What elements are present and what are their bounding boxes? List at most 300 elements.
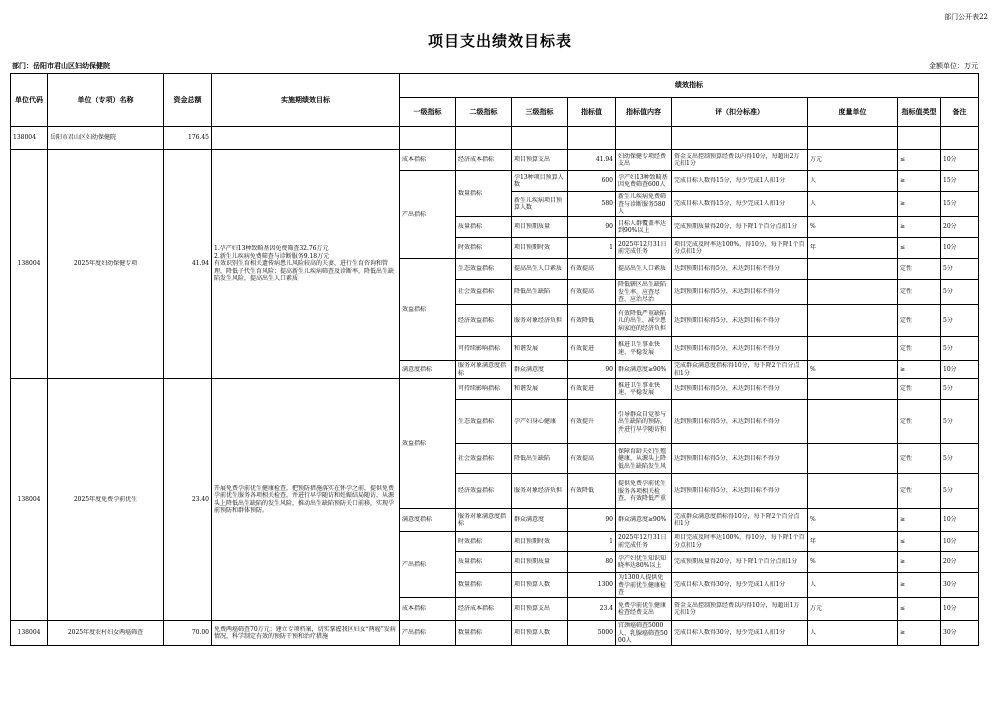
empty-cell xyxy=(898,127,941,150)
indicator-content xyxy=(616,474,672,509)
indicator-content-text: 提高出生人口素质 xyxy=(618,265,667,273)
value-type-text: ≥ xyxy=(900,177,906,185)
page-title: 项目支出绩效目标表 xyxy=(427,32,572,50)
level2-indicator xyxy=(456,259,512,280)
value-type xyxy=(898,238,941,259)
level3-indicator-text: 和谐发展 xyxy=(514,385,539,393)
value-type-text: ≤ xyxy=(900,537,906,545)
level2-indicator xyxy=(456,238,512,259)
remark xyxy=(941,509,979,532)
level2-indicator-text: 服务对象满意度指标 xyxy=(458,362,507,377)
project-amount xyxy=(164,150,212,379)
measure-unit xyxy=(808,150,898,171)
measure-unit-text: 人 xyxy=(810,581,817,589)
level2-indicator xyxy=(456,444,512,474)
level3-indicator-text: 项目预期时效 xyxy=(514,244,551,252)
remark xyxy=(941,280,979,305)
project-goal xyxy=(212,379,400,621)
level3-indicator-text: 服务对象经济负担 xyxy=(514,487,563,495)
remark xyxy=(941,598,979,621)
value-type-text: 定性 xyxy=(900,344,913,352)
empty-cell xyxy=(672,127,808,150)
col-goal: 实施期绩效目标 xyxy=(212,74,400,127)
indicator-content xyxy=(616,337,672,361)
remark-text: 10分 xyxy=(943,537,957,545)
indicator-value-text: 580 xyxy=(601,200,613,208)
indicator-value-text: 1 xyxy=(609,537,613,545)
indicator-value xyxy=(568,217,616,238)
col-unit-name: 单位（专项）名称 xyxy=(48,74,164,127)
value-type xyxy=(898,150,941,171)
level2-indicator-text: 生态效益指标 xyxy=(458,417,495,425)
indicator-content xyxy=(616,552,672,573)
scoring-standard xyxy=(672,238,808,259)
indicator-content xyxy=(616,573,672,598)
value-type xyxy=(898,171,941,192)
scoring-standard-text: 完成目标人数得30分，每少完成1人扣1分 xyxy=(674,581,786,589)
level1-indicator xyxy=(400,259,456,361)
level3-indicator xyxy=(512,532,568,552)
indicator-value-text: 有效提高 xyxy=(570,265,595,273)
value-type-text: 定性 xyxy=(900,316,913,324)
indicator-value-text: 有效促进 xyxy=(570,344,595,352)
level3-indicator-text: 项目预算支出 xyxy=(514,156,551,164)
project-code-text: 138004 xyxy=(17,495,41,503)
measure-unit xyxy=(808,192,898,217)
measure-unit xyxy=(808,361,898,379)
level2-indicator-text: 社会效益指标 xyxy=(458,288,495,296)
level3-indicator xyxy=(512,337,568,361)
level2-indicator-text: 质量指标 xyxy=(458,223,483,231)
level2-indicator-text: 可持续影响指标 xyxy=(458,344,501,352)
measure-unit-text: 年 xyxy=(810,537,817,545)
indicator-value xyxy=(568,238,616,259)
level3-indicator-text: 孕产妇身心健康 xyxy=(514,417,557,425)
level3-indicator xyxy=(512,474,568,509)
indicator-value-text: 1300 xyxy=(597,581,613,589)
indicator-content-text: 推进卫生事业快速、平稳发展 xyxy=(618,341,661,356)
level2-indicator-text: 经济效益指标 xyxy=(458,487,495,495)
measure-unit xyxy=(808,532,898,552)
indicator-content xyxy=(616,259,672,280)
level1-indicator-text: 成本指标 xyxy=(402,605,427,613)
level3-indicator-text: 项目预算人数 xyxy=(514,629,551,637)
value-type-text: 定性 xyxy=(900,417,913,425)
col-unit-code: 单位代码 xyxy=(11,74,48,127)
level3-indicator xyxy=(512,621,568,646)
value-type xyxy=(898,305,941,337)
indicator-value-text: 有效提高 xyxy=(570,454,595,462)
level2-indicator xyxy=(456,532,512,552)
value-type xyxy=(898,400,941,444)
indicator-value xyxy=(568,474,616,509)
indicator-value xyxy=(568,280,616,305)
measure-unit-text: % xyxy=(810,223,816,231)
indicator-content xyxy=(616,305,672,337)
level1-indicator xyxy=(400,621,456,646)
scoring-standard-text: 完成预期质量得20分，每下降1个百分点扣1分 xyxy=(674,223,798,231)
indicator-value-text: 有效提高 xyxy=(570,288,595,296)
value-type-text: 定性 xyxy=(900,385,913,393)
scoring-standard-text: 达到预期目标得5分，未达到目标不得分 xyxy=(674,344,780,352)
level1-indicator-text: 满意度指标 xyxy=(402,365,433,373)
level1-indicator xyxy=(400,509,456,532)
indicator-value xyxy=(568,305,616,337)
level2-indicator-text: 服务对象满意度指标 xyxy=(458,512,507,527)
remark xyxy=(941,238,979,259)
value-type xyxy=(898,474,941,509)
level3-indicator xyxy=(512,171,568,192)
level1-indicator-text: 产出指标 xyxy=(402,560,427,568)
level3-indicator xyxy=(512,238,568,259)
measure-unit-text: 人 xyxy=(810,629,817,637)
scoring-standard xyxy=(672,280,808,305)
project-code-text: 138004 xyxy=(17,629,41,637)
value-type xyxy=(898,573,941,598)
level2-indicator xyxy=(456,337,512,361)
project-amount xyxy=(164,621,212,646)
remark-text: 10分 xyxy=(943,365,957,373)
scoring-standard-text: 完成群众满意度指标得10分，每下降2个百分点扣1分 xyxy=(674,512,800,527)
level2-indicator-text: 经济效益指标 xyxy=(458,316,495,324)
indicator-value xyxy=(568,259,616,280)
indicator-content xyxy=(616,217,672,238)
level2-indicator-text: 社会效益指标 xyxy=(458,454,495,462)
empty-cell xyxy=(808,127,898,150)
indicator-value-text: 5000 xyxy=(597,629,613,637)
remark-text: 5分 xyxy=(943,487,953,495)
summary-row xyxy=(11,127,979,150)
remark-text: 5分 xyxy=(943,417,953,425)
indicator-content xyxy=(616,532,672,552)
level2-indicator-text: 质量指标 xyxy=(458,558,483,566)
level3-indicator xyxy=(512,552,568,573)
indicator-value xyxy=(568,621,616,646)
project-name xyxy=(48,621,164,646)
level2-indicator-text: 数量指标 xyxy=(458,629,483,637)
indicator-content xyxy=(616,444,672,474)
col-value: 指标值 xyxy=(568,98,616,127)
measure-unit xyxy=(808,259,898,280)
indicator-value xyxy=(568,598,616,621)
scoring-standard-text: 达到预期目标得5分，未达到目标不得分 xyxy=(674,454,780,462)
form-number: 部门公开表22 xyxy=(944,13,988,21)
indicator-value-text: 90 xyxy=(605,223,613,231)
measure-unit xyxy=(808,217,898,238)
value-type xyxy=(898,379,941,400)
indicator-content-text: 目标人群覆盖率达到90%以上 xyxy=(618,219,667,234)
scoring-standard xyxy=(672,573,808,598)
indicator-value xyxy=(568,337,616,361)
indicator-content-text: 有效降低严重缺陷儿的出生，减少患病家庭的经济负担 xyxy=(618,309,667,332)
scoring-standard xyxy=(672,400,808,444)
value-type-text: ≤ xyxy=(900,605,906,613)
level1-indicator xyxy=(400,150,456,171)
value-type xyxy=(898,598,941,621)
level3-indicator-text: 群众满意度 xyxy=(514,516,545,524)
indicator-value-text: 80 xyxy=(605,558,613,566)
indicator-content-text: 推进卫生事业快速、平稳发展 xyxy=(618,381,661,396)
col-level2: 二级指标 xyxy=(456,98,512,127)
indicator-value-text: 600 xyxy=(601,177,613,185)
remark xyxy=(941,305,979,337)
remark-text: 20分 xyxy=(943,558,957,566)
indicator-row xyxy=(11,379,979,400)
level1-indicator-text: 效益指标 xyxy=(402,439,427,447)
value-type xyxy=(898,217,941,238)
indicator-value-text: 23.4 xyxy=(599,605,613,613)
indicator-content-text: 引导群众自觉参与出生缺陷的预防，并进行早孕随访和 xyxy=(618,410,667,433)
project-code xyxy=(11,379,48,621)
empty-cell xyxy=(456,127,512,150)
scoring-standard xyxy=(672,379,808,400)
value-type-text: ≥ xyxy=(900,223,906,231)
value-type xyxy=(898,192,941,217)
indicator-content xyxy=(616,192,672,217)
project-amount-text: 41.94 xyxy=(191,260,209,268)
indicator-content xyxy=(616,598,672,621)
measure-unit xyxy=(808,171,898,192)
empty-cell xyxy=(616,127,672,150)
level3-indicator-text: 新生儿疾病项目预算人数 xyxy=(514,196,563,211)
indicator-value xyxy=(568,509,616,532)
level3-indicator xyxy=(512,305,568,337)
indicator-content-text: 降低辖区出生缺陷发生率，应查尽查、应治尽治 xyxy=(618,281,667,303)
measure-unit-text: 年 xyxy=(810,244,817,252)
remark-text: 30分 xyxy=(943,629,957,637)
remark-text: 5分 xyxy=(943,385,953,393)
empty-cell xyxy=(212,127,400,150)
level3-indicator xyxy=(512,217,568,238)
value-type-text: 定性 xyxy=(900,265,913,273)
remark-text: 30分 xyxy=(943,581,957,589)
indicator-value-text: 90 xyxy=(605,365,613,373)
indicator-content xyxy=(616,379,672,400)
level2-indicator xyxy=(456,621,512,646)
indicator-content-text: 免费孕前优生健康检查经费支出 xyxy=(618,601,667,616)
indicator-row xyxy=(11,621,979,646)
remark xyxy=(941,400,979,444)
indicator-content xyxy=(616,509,672,532)
level2-indicator xyxy=(456,379,512,400)
remark xyxy=(941,474,979,509)
remark xyxy=(941,259,979,280)
project-name-text: 2025年度妇幼保健专项 xyxy=(73,260,138,268)
level3-indicator xyxy=(512,361,568,379)
level2-indicator-text: 经济成本指标 xyxy=(458,605,495,613)
measure-unit xyxy=(808,552,898,573)
scoring-standard-text: 项目完成及时率达100%，得10分，每下降1个百分点扣1分 xyxy=(674,240,805,255)
level2-indicator xyxy=(456,280,512,305)
level2-indicator xyxy=(456,361,512,379)
level3-indicator-text: 和谐发展 xyxy=(514,344,539,352)
indicator-content-text: 妇幼保健专项经费支出 xyxy=(618,152,667,167)
project-name xyxy=(48,379,164,621)
measure-unit xyxy=(808,238,898,259)
empty-cell xyxy=(568,127,616,150)
value-type xyxy=(898,532,941,552)
project-goal xyxy=(212,621,400,646)
project-amount-text: 70.00 xyxy=(191,629,209,637)
col-remark: 备注 xyxy=(941,98,979,127)
scoring-standard xyxy=(672,305,808,337)
measure-unit xyxy=(808,598,898,621)
measure-unit xyxy=(808,444,898,474)
remark xyxy=(941,217,979,238)
level3-indicator xyxy=(512,192,568,217)
value-type-text: ≥ xyxy=(900,581,906,589)
level2-indicator-text: 可持续影响指标 xyxy=(458,385,501,393)
scoring-standard xyxy=(672,337,808,361)
indicator-content-text: 群众满意度≥90% xyxy=(618,516,667,524)
scoring-standard xyxy=(672,171,808,192)
value-type-text: 定性 xyxy=(900,288,913,296)
project-code-text: 138004 xyxy=(17,260,41,268)
indicator-value-text: 41.94 xyxy=(595,156,613,164)
scoring-standard xyxy=(672,474,808,509)
empty-cell xyxy=(512,127,568,150)
col-indicator-group: 绩效指标 xyxy=(400,74,979,98)
indicator-content-text: 群众满意度≥90% xyxy=(618,365,667,373)
scoring-standard-text: 项目完成及时率达100%，得10分，每下降1个百分点扣1分 xyxy=(674,534,805,549)
level3-indicator-text: 项目预期质量 xyxy=(514,223,551,231)
scoring-standard xyxy=(672,621,808,646)
scoring-standard xyxy=(672,192,808,217)
indicator-value xyxy=(568,192,616,217)
indicator-value xyxy=(568,532,616,552)
measure-unit-text: 人 xyxy=(810,200,817,208)
value-type-text: ≤ xyxy=(900,244,906,252)
level3-indicator xyxy=(512,573,568,598)
value-type xyxy=(898,259,941,280)
indicator-value xyxy=(568,400,616,444)
scoring-standard-text: 达到预期目标得5分，未达到目标不得分 xyxy=(674,385,780,393)
measure-unit xyxy=(808,280,898,305)
summary-amount: 176.45 xyxy=(164,127,212,150)
remark xyxy=(941,444,979,474)
scoring-standard-text: 达到预期目标得5分，未达到目标不得分 xyxy=(674,417,780,425)
scoring-standard xyxy=(672,259,808,280)
project-code xyxy=(11,621,48,646)
remark-text: 10分 xyxy=(943,605,957,613)
level1-indicator-text: 效益指标 xyxy=(402,305,427,313)
level2-indicator-text: 时效指标 xyxy=(458,244,483,252)
level2-indicator xyxy=(456,573,512,598)
scoring-standard-text: 完成目标人数得15分，每少完成1人扣1分 xyxy=(674,200,786,208)
value-type xyxy=(898,509,941,532)
project-goal-text: 免费两癌筛查70万元；建立专项档案，切实掌握我区妇女“两癌”发病情况，科学制定有效的预防干预和治疗措施 xyxy=(214,625,396,640)
col-measure-unit: 度量单位 xyxy=(808,98,898,127)
indicator-value-text: 1 xyxy=(609,244,613,252)
remark-text: 20分 xyxy=(943,223,957,231)
indicator-row xyxy=(11,150,979,171)
level3-indicator-text: 提高出生人口素质 xyxy=(514,265,563,273)
level3-indicator-text: 服务对象经济负担 xyxy=(514,316,563,324)
project-name-text: 2025年度免费孕前优生 xyxy=(73,495,138,503)
level2-indicator xyxy=(456,400,512,444)
value-type-text: ≥ xyxy=(900,516,906,524)
level1-indicator xyxy=(400,379,456,509)
scoring-standard xyxy=(672,444,808,474)
remark xyxy=(941,361,979,379)
measure-unit xyxy=(808,509,898,532)
value-type-text: ≥ xyxy=(900,200,906,208)
level3-indicator-text: 孕13种项目预算人数 xyxy=(514,173,564,188)
indicator-value-text: 有效降低 xyxy=(570,316,595,324)
scoring-standard-text: 完成预期质量得20分，每下降1个百分点扣1分 xyxy=(674,558,798,566)
value-type xyxy=(898,552,941,573)
level1-indicator xyxy=(400,171,456,259)
amount-unit-label: 金额单位：万元 xyxy=(929,62,978,70)
level2-indicator-text: 生态效益指标 xyxy=(458,265,495,273)
remark xyxy=(941,552,979,573)
value-type-text: 定性 xyxy=(900,454,913,462)
remark-text: 5分 xyxy=(943,344,953,352)
level3-indicator xyxy=(512,509,568,532)
indicator-content-text: 2025年12月31日前完成任务 xyxy=(618,534,667,549)
scoring-standard-text: 达到预期目标得5分，未达到目标不得分 xyxy=(674,316,780,324)
scoring-standard xyxy=(672,552,808,573)
scoring-standard xyxy=(672,509,808,532)
value-type xyxy=(898,280,941,305)
remark xyxy=(941,171,979,192)
project-goal-text: 1.孕产妇13种致畸基因免费筛查32.76万元 2.新生儿疾病免费筛查与诊断服务9.18万元 有效识别生育相关遗传病患儿风险较高的夫妻，进行生育咨询和管理，降低子代生育风险；提高新生儿疾病筛查及诊断率，降低出生缺陷发生风险，提高出生人口素质 xyxy=(214,245,395,283)
scoring-standard-text: 完成目标人数得15分，每少完成1人扣1分 xyxy=(674,177,786,185)
indicator-value xyxy=(568,444,616,474)
level2-indicator xyxy=(456,474,512,509)
summary-name: 岳阳市君山区妇幼保健院 xyxy=(48,127,164,150)
value-type xyxy=(898,361,941,379)
level1-indicator xyxy=(400,532,456,598)
remark xyxy=(941,379,979,400)
scoring-standard-text: 达到预期目标得5分，未达到目标不得分 xyxy=(674,288,780,296)
indicator-value-text: 90 xyxy=(605,516,613,524)
project-name-text: 2025年度农村妇女两癌筛查 xyxy=(67,629,144,637)
project-goal-text: 开展免费孕前优生健康检查，把预防措施落实在怀孕之前，提供免费孕前优生服务各项相关检查，并进行早孕随访和妊娠结局随访，从源头上降低出生缺陷的发生风险，推动出生缺陷预防关口前移，实现孕前预防和群体预防。 xyxy=(214,484,395,514)
indicator-content-text: 宫颈癌筛查5000人、乳腺癌筛查5000人 xyxy=(618,622,668,644)
indicator-content-text: 孕产妇13种致畸基因免费筛查600人 xyxy=(618,173,668,188)
remark-text: 10分 xyxy=(943,516,957,524)
indicator-content-text: 为1300人提供免费孕前优生健康检查 xyxy=(618,574,667,596)
level2-indicator xyxy=(456,150,512,171)
remark-text: 5分 xyxy=(943,265,953,273)
measure-unit xyxy=(808,400,898,444)
scoring-standard xyxy=(672,598,808,621)
indicator-content xyxy=(616,280,672,305)
remark-text: 15分 xyxy=(943,200,957,208)
value-type xyxy=(898,444,941,474)
level1-indicator-text: 满意度指标 xyxy=(402,516,433,524)
measure-unit-text: 万元 xyxy=(810,605,823,613)
indicator-content xyxy=(616,621,672,646)
level3-indicator xyxy=(512,598,568,621)
project-goal xyxy=(212,150,400,379)
scoring-standard xyxy=(672,150,808,171)
project-name xyxy=(48,150,164,379)
level3-indicator xyxy=(512,150,568,171)
indicator-value-text: 有效促进 xyxy=(570,385,595,393)
value-type-text: ≥ xyxy=(900,629,906,637)
indicator-value-text: 有效降低 xyxy=(570,487,595,495)
indicator-content-text: 孕产妇优生知识知晓率达80%以上 xyxy=(618,554,667,569)
project-amount xyxy=(164,379,212,621)
measure-unit xyxy=(808,474,898,509)
level2-indicator-text: 数量指标 xyxy=(458,189,483,197)
indicator-content xyxy=(616,400,672,444)
level3-indicator xyxy=(512,379,568,400)
scoring-standard-text: 资金支出控制预算经费以内得10分，每超出2万元扣1分 xyxy=(674,152,800,167)
indicator-content xyxy=(616,150,672,171)
